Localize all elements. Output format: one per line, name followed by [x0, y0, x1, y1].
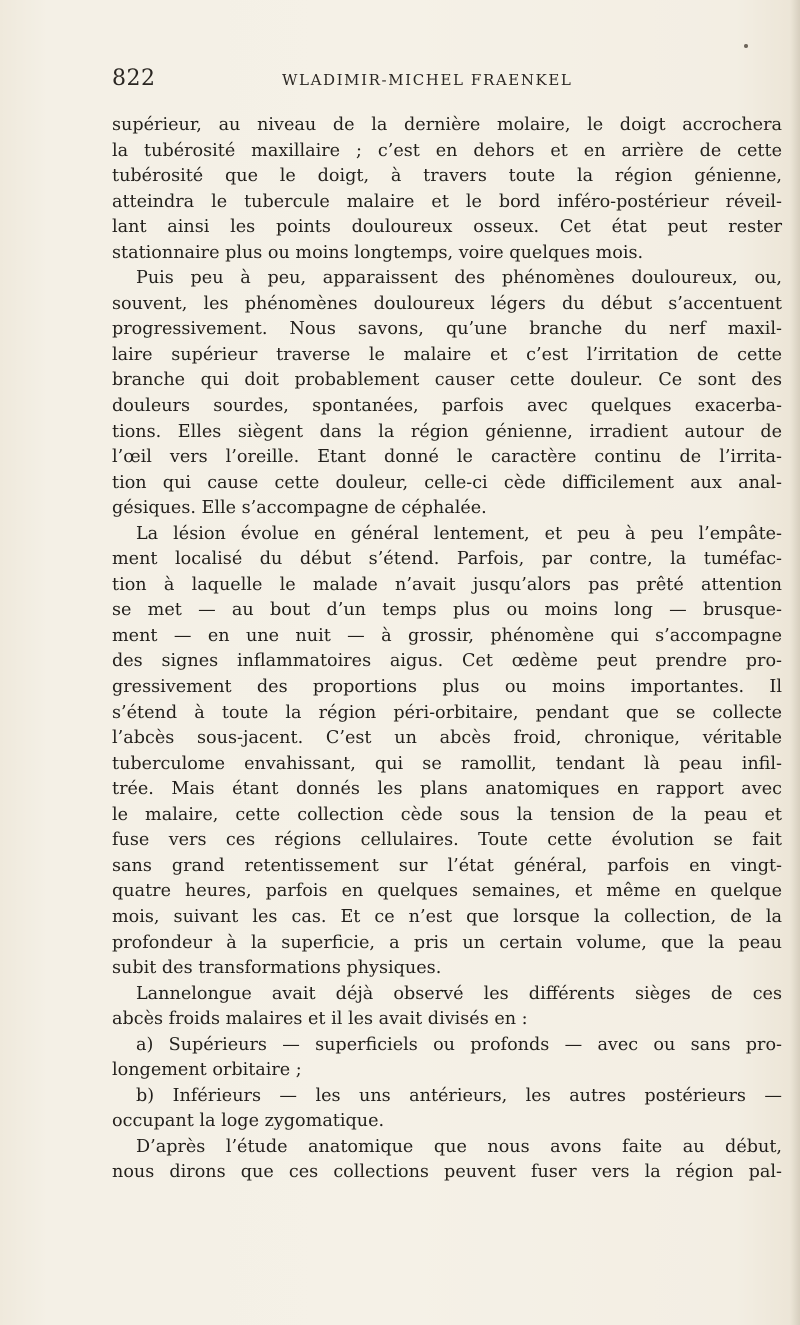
- text-line: fuse vers ces régions cellulaires. Toute cette évolution se fait: [112, 830, 782, 851]
- text-line: s’étend à toute la région péri-orbitaire, pendant que se collecte: [112, 702, 782, 723]
- text-line: a) Supérieurs — superficiels ou profonds — avec ou sans pro-: [136, 1034, 782, 1055]
- text-line: tubérosité que le doigt, à travers toute la région génienne,: [112, 166, 782, 187]
- text-line: sans grand retentissement sur l’état général, parfois en vingt-: [112, 855, 782, 876]
- text-line: le malaire, cette collection cède sous la tension de la peau et: [112, 804, 782, 825]
- text-line: lant ainsi les points douloureux osseux. Cet état peut rester: [112, 217, 782, 238]
- text-line: tion qui cause cette douleur, celle-ci cède difficilement aux anal-: [112, 472, 782, 493]
- page-number: 822: [112, 66, 156, 91]
- text-line: la tubérosité maxillaire ; c’est en dehors et en arrière de cette: [112, 140, 782, 161]
- page-edge-shadow: [790, 0, 800, 1325]
- text-line: mois, suivant les cas. Et ce n’est que lorsque la collection, de la: [112, 906, 782, 927]
- text-line: atteindra le tubercule malaire et le bord inféro-postérieur réveil-: [112, 191, 782, 212]
- text-line: laire supérieur traverse le malaire et c’est l’irritation de cette: [112, 344, 782, 365]
- text-line: se met — au bout d’un temps plus ou moins long — brusque-: [112, 600, 782, 621]
- text-line: longement orbitaire ;: [112, 1060, 302, 1081]
- body-text: [112, 113, 782, 1186]
- text-line: progressivement. Nous savons, qu’une branche du nerf maxil-: [112, 319, 782, 340]
- text-line: La lésion évolue en général lentement, et peu à peu l’empâte-: [136, 523, 782, 544]
- text-line: douleurs sourdes, spontanées, parfois avec quelques exacerba-: [112, 396, 782, 417]
- text-line: b) Inférieurs — les uns antérieurs, les autres postérieurs —: [136, 1085, 782, 1106]
- text-line: abcès froids malaires et il les avait divisés en :: [112, 1009, 528, 1030]
- text-line: tuberculome envahissant, qui se ramollit, tendant là peau infil-: [112, 753, 782, 774]
- running-head: WLADIMIR-MICHEL FRAENKEL: [282, 71, 573, 89]
- text-line: gésiques. Elle s’accompagne de céphalée.: [112, 498, 487, 519]
- text-line: D’après l’étude anatomique que nous avons faite au début,: [136, 1136, 782, 1157]
- text-line: nous dirons que ces collections peuvent fuser vers la région pal-: [112, 1162, 782, 1183]
- ink-speck: [744, 44, 748, 48]
- text-line: souvent, les phénomènes douloureux légers du début s’accentuent: [112, 293, 782, 314]
- text-line: l’abcès sous-jacent. C’est un abcès froid, chronique, véritable: [112, 728, 782, 749]
- text-line: tion à laquelle le malade n’avait jusqu’alors pas prêté attention: [112, 574, 782, 595]
- text-line: quatre heures, parfois en quelques semaines, et même en quelque: [112, 881, 782, 902]
- text-line: des signes inflammatoires aigus. Cet œdème peut prendre pro-: [112, 651, 782, 672]
- text-line: ment localisé du début s’étend. Parfois, par contre, la tuméfac-: [112, 549, 782, 570]
- text-line: profondeur à la superficie, a pris un certain volume, que la peau: [112, 932, 782, 953]
- text-line: subit des transformations physiques.: [112, 958, 442, 979]
- text-line: trée. Mais étant donnés les plans anatomiques en rapport avec: [112, 779, 782, 800]
- page-header: [112, 66, 780, 100]
- text-line: occupant la loge zygomatique.: [112, 1111, 385, 1132]
- text-line: tions. Elles siègent dans la région génienne, irradient autour de: [112, 421, 782, 442]
- text-line: supérieur, au niveau de la dernière molaire, le doigt accrochera: [112, 115, 782, 135]
- text-line: gressivement des proportions plus ou moins importantes. Il: [112, 677, 782, 698]
- text-line: ment — en une nuit — à grossir, phénomène qui s’accompagne: [112, 625, 782, 646]
- text-line: Lannelongue avait déjà observé les différents sièges de ces: [136, 983, 782, 1004]
- text-line: Puis peu à peu, apparaissent des phénomènes douloureux, ou,: [136, 268, 782, 289]
- text-line: branche qui doit probablement causer cette douleur. Ce sont des: [112, 370, 782, 391]
- text-line: stationnaire plus ou moins longtemps, voire quelques mois.: [112, 242, 644, 263]
- text-line: l’œil vers l’oreille. Etant donné le caractère continu de l’irrita-: [112, 447, 782, 468]
